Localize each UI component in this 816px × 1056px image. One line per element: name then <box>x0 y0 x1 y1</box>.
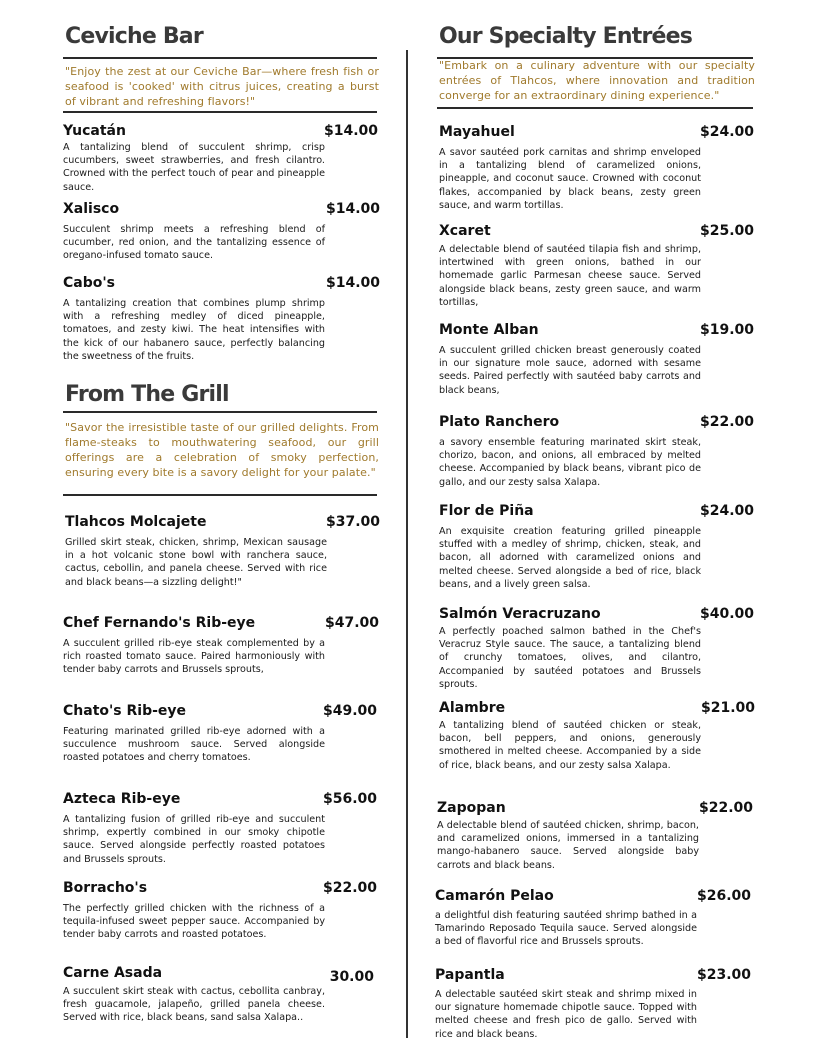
item-description: A tantalizing fusion of grilled rib-eye and succulent shrimp, expertly combined in our smoky chipotle sauce. Served alongside perfectly roasted potatoes and Brussels sprouts. <box>63 814 325 865</box>
item-price: $14.00 <box>323 123 378 139</box>
item-name: Monte Alban <box>439 322 539 338</box>
item-price: $22.00 <box>322 880 377 896</box>
item-description: A perfectly poached salmon bathed in the Chef's Veracruz Style sauce. The sauce, a tantalizing blend of crunchy tomatoes, olives, and cilantro, Accompanied by sautéed potatoes and Brussels sprouts. <box>439 626 701 690</box>
item-price: $24.00 <box>699 124 754 140</box>
item-description: a savory ensemble featuring marinated skirt steak, chorizo, bacon, and onions, all embraced by melted cheese. Accompanied by black beans, vibrant pico de gallo, and our zesty salsa Xalapa. <box>439 437 701 488</box>
menu-item-tlahcos-molcajete <box>65 514 380 589</box>
menu-item-yucatan <box>63 123 378 194</box>
grill-bottom-rule <box>63 494 377 496</box>
item-name: Salmón Veracruzano <box>439 606 601 622</box>
item-description: A succulent grilled chicken breast generously coated in our signature mole sauce, adorned with sesame seeds. Paired perfectly with sautéed baby carrots and black beans, <box>439 345 701 396</box>
item-price: $22.00 <box>698 800 753 816</box>
menu-item-chef-fernandos-rib-eye <box>63 615 379 677</box>
entrees-quote: "Embark on a culinary adventure with our specialty entrées of Tlahcos, where innovation and tradition converge for an extraordinary dining experience." <box>439 59 755 102</box>
entrees-bottom-rule <box>437 107 753 109</box>
item-description: A delectable sautéed skirt steak and shrimp mixed in our signature homemade chipotle sauce. Topped with melted cheese and fresh pico de gallo. Served with rice and black beans. <box>435 989 697 1040</box>
item-description: A tantalizing creation that combines plump shrimp with a refreshing medley of diced pineapple, tomatoes, and zesty kiwi. The heat intensifies with the kick of our habanero sauce, perfectly balancing the sweetness of the fruits. <box>63 298 325 362</box>
item-description: A delectable blend of sautéed tilapia fish and shrimp, intertwined with green onions, bathed in our homemade garlic Parmesan cheese sauce. Served alongside black beans, zesty green sauce, and warm tortillas, <box>439 244 701 308</box>
item-description: Featuring marinated grilled rib-eye adorned with a succulence mushroom sauce. Served alongside roasted potatoes and cherry tomatoes. <box>63 726 325 764</box>
item-name: Chato's Rib-eye <box>63 703 187 719</box>
grill-top-rule <box>63 411 377 413</box>
menu-item-borrachos <box>63 880 377 942</box>
item-name: Azteca Rib-eye <box>63 791 181 807</box>
item-description: Succulent shrimp meets a refreshing blend of cucumber, red onion, and the tantalizing essence of oregano-infused tomato sauce. <box>63 224 325 262</box>
grill-quote: "Savor the irresistible taste of our grilled delights. From flame-steaks to mouthwatering seafood, our grill offerings are a celebration of smoky perfection, ensuring every bite is a savory delight for your palate." <box>65 421 379 479</box>
menu-item-papantla <box>435 967 751 1041</box>
menu-item-flor-de-pina <box>439 503 754 591</box>
menu-item-alambre <box>439 700 755 772</box>
item-name: Cabo's <box>63 275 115 291</box>
item-description: Grilled skirt steak, chicken, shrimp, Mexican sausage in a hot volcanic stone bowl with ranchera sauce, cactus, cebollin, and panela cheese. Served with rice and black beans—a sizzling delight!" <box>65 537 327 588</box>
item-name: Alambre <box>439 700 506 716</box>
item-name: Papantla <box>435 967 505 983</box>
item-price: $37.00 <box>325 514 380 530</box>
menu-item-salmon-veracruzano <box>439 606 754 691</box>
item-name: Flor de Piña <box>439 503 534 519</box>
item-price: $19.00 <box>699 322 754 338</box>
menu-item-zapopan <box>437 800 753 872</box>
item-description: The perfectly grilled chicken with the richness of a tequila-infused sweet pepper sauce. Accompanied by tender baby carrots and roasted potatoes. <box>63 903 325 941</box>
item-price: $40.00 <box>699 606 754 622</box>
menu-item-monte-alban <box>439 322 754 397</box>
item-price: $22.00 <box>699 414 754 430</box>
menu-item-azteca-rib-eye <box>63 791 377 866</box>
item-name: Camarón Pelao <box>435 888 554 904</box>
item-description: A tantalizing blend of sautéed chicken or steak, bacon, bell peppers, and onions, generously smothered in melted cheese. Accompanied by a side of rice, black beans, and our zesty salsa Xalapa. <box>439 720 701 771</box>
item-price: $47.00 <box>324 615 379 631</box>
ceviche-quote: "Enjoy the zest at our Ceviche Bar—where fresh fish or seafood is 'cooked' with citrus juices, creating a burst of vibrant and refreshing flavors!" <box>65 65 379 108</box>
item-name: Chef Fernando's Rib-eye <box>63 615 256 631</box>
item-price: $14.00 <box>325 201 380 217</box>
item-price: 30.00 <box>329 969 374 985</box>
menu-item-xalisco <box>63 201 380 263</box>
item-name: Carne Asada <box>63 965 163 981</box>
grill-title: From The Grill <box>65 382 229 407</box>
menu-item-chatos-rib-eye <box>63 703 377 765</box>
item-price: $25.00 <box>699 223 754 239</box>
entrees-title: Our Specialty Entrées <box>439 24 693 49</box>
item-description: a delightful dish featuring sautéed shrimp bathed in a Tamarindo Reposado Tequila sauce. Served alongside a bed of flavorful rice and Brussels sprouts. <box>435 910 697 948</box>
item-name: Tlahcos Molcajete <box>65 514 207 530</box>
column-divider <box>406 50 408 1038</box>
item-price: $26.00 <box>696 888 751 904</box>
item-price: $56.00 <box>322 791 377 807</box>
item-description: A tantalizing blend of succulent shrimp, crisp cucumbers, sweet strawberries, and fresh cilantro. Crowned with the perfect touch of pear and pineapple sauce. <box>63 142 325 193</box>
item-description: A delectable blend of sautéed chicken, shrimp, bacon, and caramelized onions, immersed in a tantalizing mango-habanero sauce. Served alongside baby carrots and black beans. <box>437 820 699 871</box>
menu-item-plato-ranchero <box>439 414 754 489</box>
ceviche-bar-title: Ceviche Bar <box>65 24 203 49</box>
item-price: $23.00 <box>696 967 751 983</box>
item-description: A succulent grilled rib-eye steak complemented by a rich roasted tomato sauce. Paired harmoniously with tender baby carrots and Brussels sprouts, <box>63 638 325 676</box>
item-name: Xcaret <box>439 223 491 239</box>
item-name: Yucatán <box>63 123 126 139</box>
item-description: A savor sautéed pork carnitas and shrimp enveloped in a tantalizing blend of caramelized onions, pineapple, and coconut sauce. Crowned with coconut flakes, accompanied by black beans, zesty green sauce, and warm tortillas. <box>439 147 701 211</box>
item-description: An exquisite creation featuring grilled pineapple stuffed with a medley of shrimp, chicken, steak, and bacon, all adorned with caramelized onions and melted cheese. Served alongside a bed of rice, black beans, and a lively green salsa. <box>439 526 701 590</box>
menu-item-cabos <box>63 275 380 363</box>
menu-item-camaron-pelao <box>435 888 751 949</box>
item-name: Borracho's <box>63 880 148 896</box>
item-price: $49.00 <box>322 703 377 719</box>
item-name: Plato Ranchero <box>439 414 560 430</box>
ceviche-bottom-rule <box>63 111 377 113</box>
menu-item-xcaret <box>439 223 754 309</box>
item-price: $14.00 <box>325 275 380 291</box>
item-name: Zapopan <box>437 800 506 816</box>
ceviche-top-rule <box>63 57 377 59</box>
item-description: A succulent skirt steak with cactus, cebollita canbray, fresh guacamole, jalapeño, grilled panela cheese. Served with rice, black beans, sand salsa Xalapa.. <box>63 986 325 1024</box>
item-price: $24.00 <box>699 503 754 519</box>
menu-item-carne-asada <box>63 965 374 1025</box>
item-price: $21.00 <box>700 700 755 716</box>
menu-item-mayahuel <box>439 124 754 212</box>
item-name: Mayahuel <box>439 124 515 140</box>
item-name: Xalisco <box>63 201 120 217</box>
